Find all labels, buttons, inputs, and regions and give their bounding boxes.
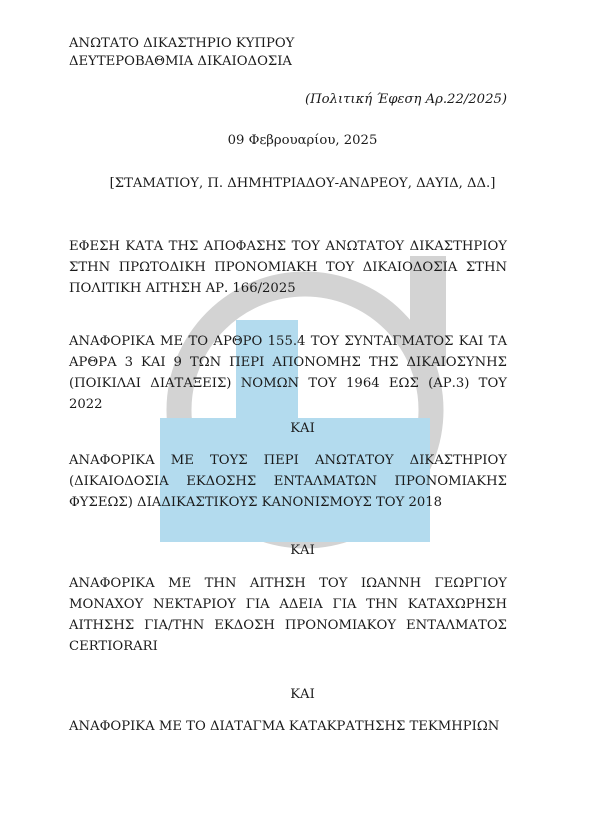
- case-reference: (Πολιτική Έφεση Αρ.22/2025): [305, 92, 507, 107]
- and-separator-2: ΚΑΙ: [290, 543, 315, 558]
- reference-evidence-order: [69, 716, 507, 737]
- reference-evidence-order-last-line: ΑΝΑΦΟΡΙΚΑ ΜΕ ΤΟ ΔΙΑΤΑΓΜΑ ΚΑΤΑΚΡΑΤΗΣΗΣ ΤΕΚΜΗΡΙΩΝ: [69, 719, 500, 734]
- and-separator-3: ΚΑΙ: [290, 687, 315, 702]
- reference-application: [69, 573, 507, 657]
- reference-constitution-last-line: 2022: [69, 397, 103, 412]
- reference-rules-last-line: ΦΥΣΕΩΣ) ΔΙΑΔΙΚΑΣΤΙΚΟΥΣ ΚΑΝΟΝΙΣΜΟΥΣ ΤΟΥ 2018: [69, 495, 443, 510]
- appeal-title-text: ΕΦΕΣΗ ΚΑΤΑ ΤΗΣ ΑΠΟΦΑΣΗΣ ΤΟΥ ΑΝΩΤΑΤΟΥ ΔΙΚΑΣΤΗΡΙΟΥ ΣΤΗΝ ΠΡΩΤΟΔΙΚΗ ΠΡΟΝΟΜΙΑΚΗ ΤΟΥ ΔΙΚΑΙΟΔΟΣΙΑ ΣΤΗΝ: [69, 239, 507, 275]
- judges-panel: [ΣΤΑΜΑΤΙΟΥ, Π. ΔΗΜΗΤΡΙΑΔΟΥ-ΑΝΔΡΕΟΥ, ΔΑΥΙΔ, ΔΔ.]: [109, 176, 496, 191]
- reference-rules: [69, 450, 507, 513]
- court-name: ΑΝΩΤΑΤΟ ΔΙΚΑΣΤΗΡΙΟ ΚΥΠΡΟΥ: [69, 36, 295, 51]
- reference-constitution: [69, 331, 507, 415]
- appeal-title: [69, 236, 507, 299]
- reference-rules-text: ΑΝΑΦΟΡΙΚΑ ΜΕ ΤΟΥΣ ΠΕΡΙ ΑΝΩΤΑΤΟΥ ΔΙΚΑΣΤΗΡΙΟΥ (ΔΙΚΑΙΟΔΟΣΙΑ ΕΚΔΟΣΗΣ ΕΝΤΑΛΜΑΤΩΝ ΠΡΟΝΟΜΙΑΚΗΣ: [69, 453, 507, 489]
- jurisdiction: ΔΕΥΤΕΡΟΒΑΘΜΙΑ ΔΙΚΑΙΟΔΟΣΙΑ: [69, 54, 292, 69]
- reference-application-text: ΑΝΑΦΟΡΙΚΑ ΜΕ ΤΗΝ ΑΙΤΗΣΗ ΤΟΥ ΙΩΑΝΝΗ ΓΕΩΡΓΙΟΥ ΜΟΝΑΧΟΥ ΝΕΚΤΑΡΙΟΥ ΓΙΑ ΑΔΕΙΑ ΓΙΑ ΤΗΝ ΚΑΤΑΧΩΡΗΣΗ ΑΙΤΗΣΗΣ ΓΙΑ/ΤΗΝ ΕΚΔΟΣΗ ΠΡΟΝΟΜΙΑΚΟΥ ΕΝΤΑΛΜΑΤΟΣ: [69, 576, 507, 633]
- appeal-title-last-line: ΠΟΛΙΤΙΚΗ ΑΙΤΗΣΗ ΑΡ. 166/2025: [69, 281, 296, 296]
- and-separator-1: ΚΑΙ: [290, 421, 315, 436]
- reference-constitution-text: ΑΝΑΦΟΡΙΚΑ ΜΕ ΤΟ ΑΡΘΡΟ 155.4 ΤΟΥ ΣΥΝΤΑΓΜΑΤΟΣ ΚΑΙ ΤΑ ΑΡΘΡΑ 3 ΚΑΙ 9 ΤΩΝ ΠΕΡΙ ΑΠΟΝΟΜΗΣ ΤΗΣ ΔΙΚΑΙΟΣΥΝΗΣ (ΠΟΙΚΙΛΑΙ ΔΙΑΤΑΞΕΙΣ) ΝΟΜΩΝ ΤΟΥ 1964 ΕΩΣ (ΑΡ.3) ΤΟΥ: [69, 334, 507, 391]
- document-date: 09 Φεβρουαρίου, 2025: [227, 133, 378, 148]
- reference-application-last-line: CERTIORARI: [69, 639, 158, 654]
